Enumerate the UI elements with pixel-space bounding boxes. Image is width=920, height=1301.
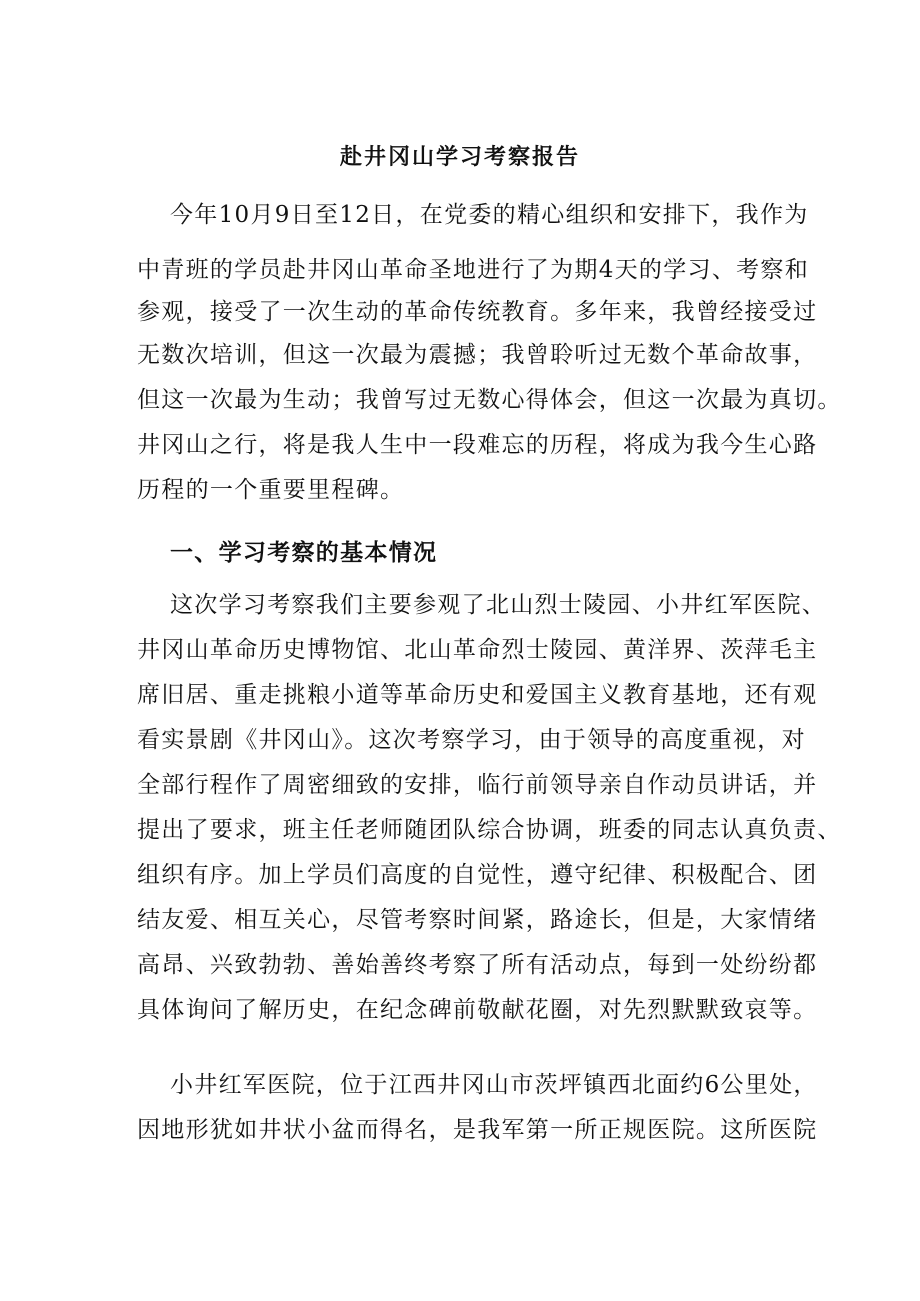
- paragraph-line: 结友爱、相互关心，尽管考察时间紧，路途长，但是，大家情绪: [137, 907, 818, 933]
- paragraph-line: 席旧居、重走挑粮小道等革命历史和爱国主义教育基地，还有观: [137, 682, 818, 708]
- paragraph-line: 看实景剧《井冈山》。这次考察学习，由于领导的高度重视，对: [137, 727, 806, 753]
- paragraph-line: 因地形犹如井状小盆而得名，是我军第一所正规医院。这所医院: [137, 1117, 818, 1143]
- paragraph-line: 组织有序。加上学员们高度的自觉性，遵守纪律、积极配合、团: [137, 862, 818, 888]
- paragraph-line: 参观，接受了一次生动的革命传统教育。多年来，我曾经接受过: [137, 299, 818, 325]
- paragraph-line: 小井红军医院，位于江西井冈山市茨坪镇西北面约6公里处，: [170, 1072, 818, 1098]
- paragraph-line: 井冈山之行，将是我人生中一段难忘的历程，将成为我今生心路: [137, 432, 818, 458]
- section-heading: 一、学习考察的基本情况: [170, 539, 438, 566]
- paragraph-line: 具体询问了解历史，在纪念碑前敬献花圈，对先烈默默致哀等。: [137, 997, 818, 1023]
- paragraph-line: 高昂、兴致勃勃、善始善终考察了所有活动点，每到一处纷纷都: [137, 952, 818, 978]
- paragraph-line: 全部行程作了周密细致的安排，临行前领导亲自作动员讲话，并: [137, 772, 818, 798]
- document-title: 赴井冈山学习考察报告: [339, 144, 580, 170]
- paragraph-line: 今年10月9日至12日，在党委的精心组织和安排下，我作为: [170, 202, 809, 228]
- paragraph-line: 历程的一个重要里程碑。: [137, 477, 405, 503]
- paragraph-line: 中青班的学员赴井冈山革命圣地进行了为期4天的学习、考察和: [137, 257, 810, 283]
- paragraph-line: 井冈山革命历史博物馆、北山革命烈士陵园、黄洋界、茨萍毛主: [137, 637, 818, 663]
- paragraph-line: 提出了要求，班主任老师随团队综合协调，班委的同志认真负责、: [137, 817, 842, 843]
- paragraph-line: 无数次培训，但这一次最为震撼；我曾聆听过无数个革命故事，: [137, 342, 818, 368]
- paragraph-line: 但这一次最为生动；我曾写过无数心得体会，但这一次最为真切。: [137, 387, 842, 413]
- paragraph-line: 这次学习考察我们主要参观了北山烈士陵园、小井红军医院、: [170, 592, 827, 618]
